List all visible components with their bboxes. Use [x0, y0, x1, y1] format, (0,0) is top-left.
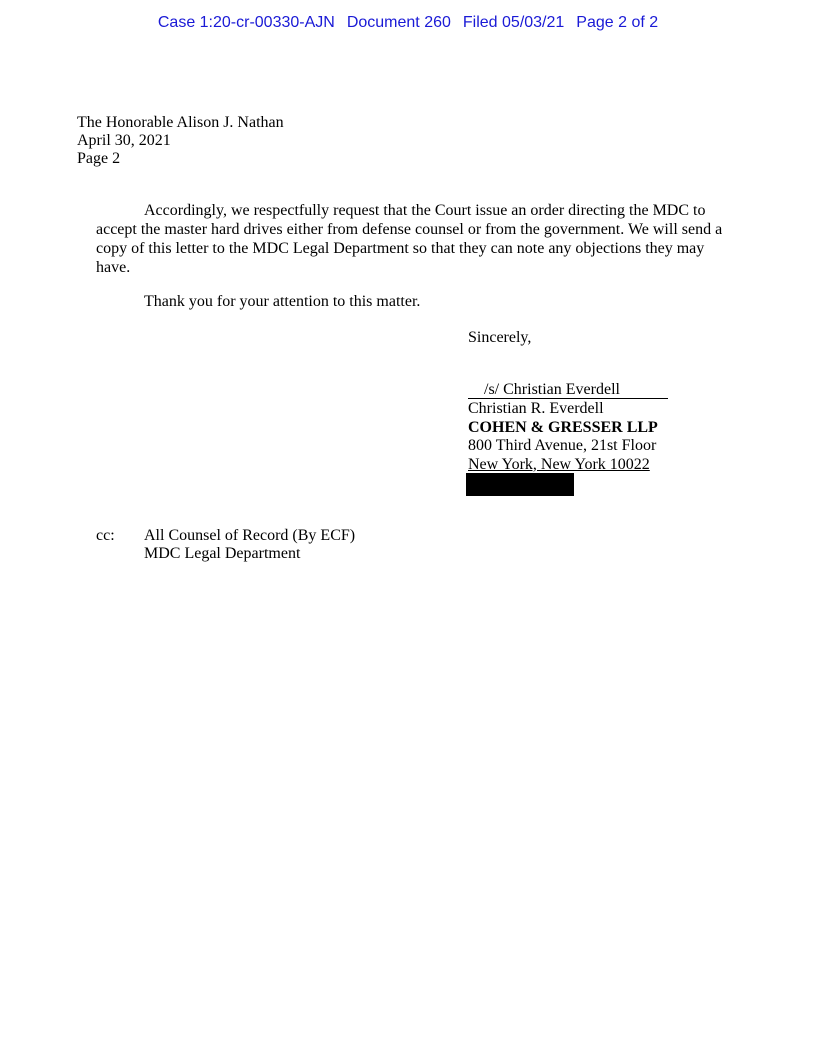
thanks-line: Thank you for your attention to this matter.: [144, 293, 421, 310]
signature-block: [468, 381, 668, 474]
addressee-block: [77, 114, 284, 168]
firm-address-line-2: New York, New York 10022: [468, 455, 650, 473]
letter-date: April 30, 2021: [77, 132, 171, 149]
closing: Sincerely,: [468, 329, 532, 346]
cc-recipient: MDC Legal Department: [144, 545, 301, 562]
signer-name: Christian R. Everdell: [468, 400, 604, 417]
firm-name: COHEN & GRESSER LLP: [468, 418, 658, 436]
cc-label: cc:: [96, 527, 115, 544]
body-paragraph: Accordingly, we respectfully request that the Court issue an order directing the MDC to accept the master hard drives either from defense counsel or from the government. We will send a copy of this letter to the MDC Legal Department so that they can note any objections they may have.: [96, 202, 723, 276]
filed-date: Filed 05/03/21: [462, 14, 565, 31]
addressee-name: The Honorable Alison J. Nathan: [77, 114, 284, 131]
cc-recipient: All Counsel of Record (By ECF): [144, 527, 356, 544]
case-number: Case 1:20-cr-00330-AJN: [157, 14, 335, 31]
redaction-box: [466, 473, 574, 496]
document-number: Document 260: [346, 14, 451, 31]
ecf-filing-header: [0, 14, 816, 32]
electronic-signature: /s/ Christian Everdell: [468, 381, 668, 399]
page-count: Page 2 of 2: [576, 14, 659, 31]
firm-address-line-1: 800 Third Avenue, 21st Floor: [468, 437, 657, 454]
cc-recipients: [144, 527, 355, 563]
page-label: Page 2: [77, 150, 121, 167]
